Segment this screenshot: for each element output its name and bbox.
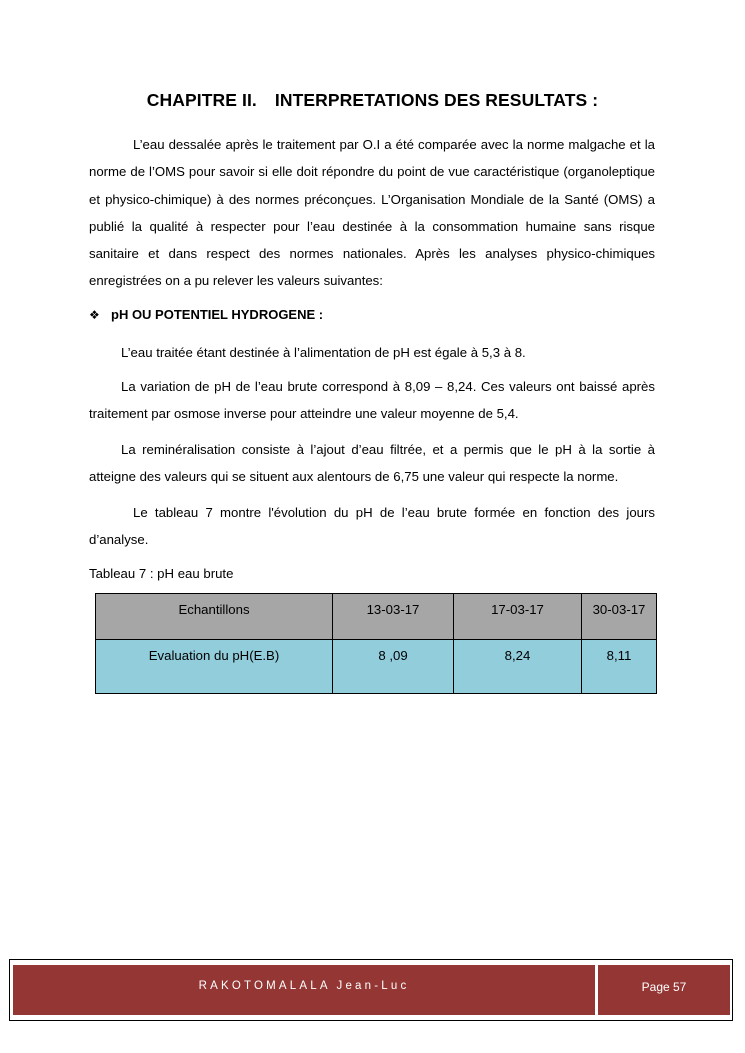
paragraph-table-intro: Le tableau 7 montre l'évolution du pH de l’eau brute formée en fonction des jours d’analyse.	[89, 505, 655, 548]
diamond-bullet-icon: ❖	[89, 308, 100, 322]
footer-author: RAKOTOMALALA Jean-Luc	[13, 965, 595, 1015]
table-cell: 8,24	[454, 640, 582, 694]
ph-table	[95, 593, 657, 694]
table-cell: 8,11	[582, 640, 657, 694]
table-cell: 8 ,09	[333, 640, 454, 694]
table-header-cell: 13-03-17	[333, 594, 454, 640]
section-heading	[89, 307, 323, 322]
chapter-title	[0, 90, 745, 111]
paragraph-ph-variation: La variation de pH de l’eau brute correspond à 8,09 – 8,24. Ces valeurs ont baissé après traitement par osmose inverse pour atteindre une valeur moyenne de 5,4.	[89, 379, 655, 422]
footer-page-number: Page 57	[598, 965, 730, 1015]
table-caption: Tableau 7 : pH eau brute	[89, 566, 234, 581]
paragraph-remineralisation: La reminéralisation consiste à l’ajout d’eau filtrée, et a permis que le pH à la sortie à atteigne des valeurs qui se situent aux alentours de 6,75 une valeur qui respecte la norme.	[89, 442, 655, 485]
table-header-cell: 17-03-17	[454, 594, 582, 640]
paragraph-ph-range: L’eau traitée étant destinée à l’alimentation de pH est égale à 5,3 à 8.	[121, 345, 526, 360]
table-header-cell: 30-03-17	[582, 594, 657, 640]
table-cell: Evaluation du pH(E.B)	[96, 640, 333, 694]
section-heading-text: pH OU POTENTIEL HYDROGENE :	[111, 307, 324, 322]
chapter-number: CHAPITRE II.	[146, 90, 257, 110]
table-header-cell: Echantillons	[96, 594, 333, 640]
intro-paragraph: L’eau dessalée après le traitement par O.I a été comparée avec la norme malgache et la norme de l’OMS pour savoir si elle doit répondre du point de vue caractéristique (organoleptique et physico-chimique) à des normes préconçues. L’Organisation Mondiale de la Santé (OMS) a publié la qualité à respecter pour l’eau destinée à la consommation humaine sans risque sanitaire et dans respect des normes nationales. Après les analyses physico-chimiques enregistrées on a pu relever les valeurs suivantes:	[89, 137, 655, 289]
table-header-row	[96, 594, 657, 640]
chapter-heading: INTERPRETATIONS DES RESULTATS :	[274, 90, 599, 110]
table-row	[96, 640, 657, 694]
